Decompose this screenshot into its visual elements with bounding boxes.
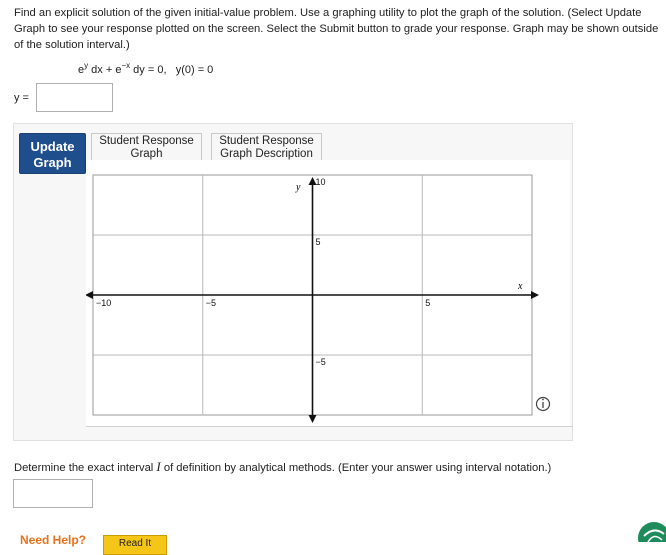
interval-input[interactable] [13, 479, 93, 508]
interval-variable: I [156, 459, 161, 474]
instructions-text: Find an explicit solution of the given initial-value problem. Use a graphing utility to plot the graph of the solution. (Select Update Graph to see your response plotted on the screen. Select the Submit button to grade your response. Graph may be shown outside of the solution interval.) [14, 7, 659, 51]
read-it-button[interactable]: Read It [103, 535, 167, 555]
initial-condition: y(0) = 0 [175, 64, 214, 76]
interval-prompt [14, 459, 551, 475]
tab-student-response-graph[interactable] [91, 133, 202, 160]
tab-desc-label-2: Graph Description [220, 148, 313, 160]
y-tick-label: 10 [315, 177, 326, 187]
x-tick-label: −5 [205, 298, 217, 308]
panel-divider [86, 426, 573, 427]
interval-prompt-after: of definition by analytical methods. (Enter your answer using interval notation.) [160, 462, 552, 474]
y-tick-label: −5 [315, 357, 326, 367]
graph-canvas[interactable] [86, 160, 570, 426]
equation-sup1: y [84, 61, 89, 70]
update-graph-button[interactable] [19, 133, 86, 174]
update-graph-label-2: Graph [33, 155, 72, 170]
answer-input[interactable] [36, 83, 113, 112]
interval-prompt-before: Determine the exact interval [14, 462, 157, 474]
equation-mid: dx + e [88, 64, 122, 76]
leaf-logo-icon [634, 518, 666, 542]
tab-student-response-description[interactable] [211, 133, 322, 160]
equation-end: dy = 0, [130, 64, 167, 76]
answer-label: y = [14, 92, 29, 104]
y-axis-arrow-down [309, 415, 317, 423]
tab-desc-label-1: Student Response [219, 135, 314, 147]
need-help-label: Need Help? [20, 533, 87, 547]
equation-e1: e [78, 64, 85, 76]
equation [78, 61, 213, 76]
y-axis-label: y [296, 182, 301, 193]
x-axis-arrow-right [531, 291, 539, 299]
x-axis-label: x [518, 281, 523, 292]
tab-graph-label-1: Student Response [99, 135, 194, 147]
y-tick-label: 5 [315, 237, 321, 247]
x-tick-label: 5 [425, 298, 431, 308]
x-axis-arrow-left [86, 291, 93, 299]
update-graph-label-1: Update [30, 139, 75, 154]
equation-sup2: −x [121, 61, 131, 70]
x-tick-label: −10 [96, 298, 112, 308]
info-icon[interactable] [537, 398, 550, 411]
tab-graph-label-2: Graph [130, 148, 163, 160]
